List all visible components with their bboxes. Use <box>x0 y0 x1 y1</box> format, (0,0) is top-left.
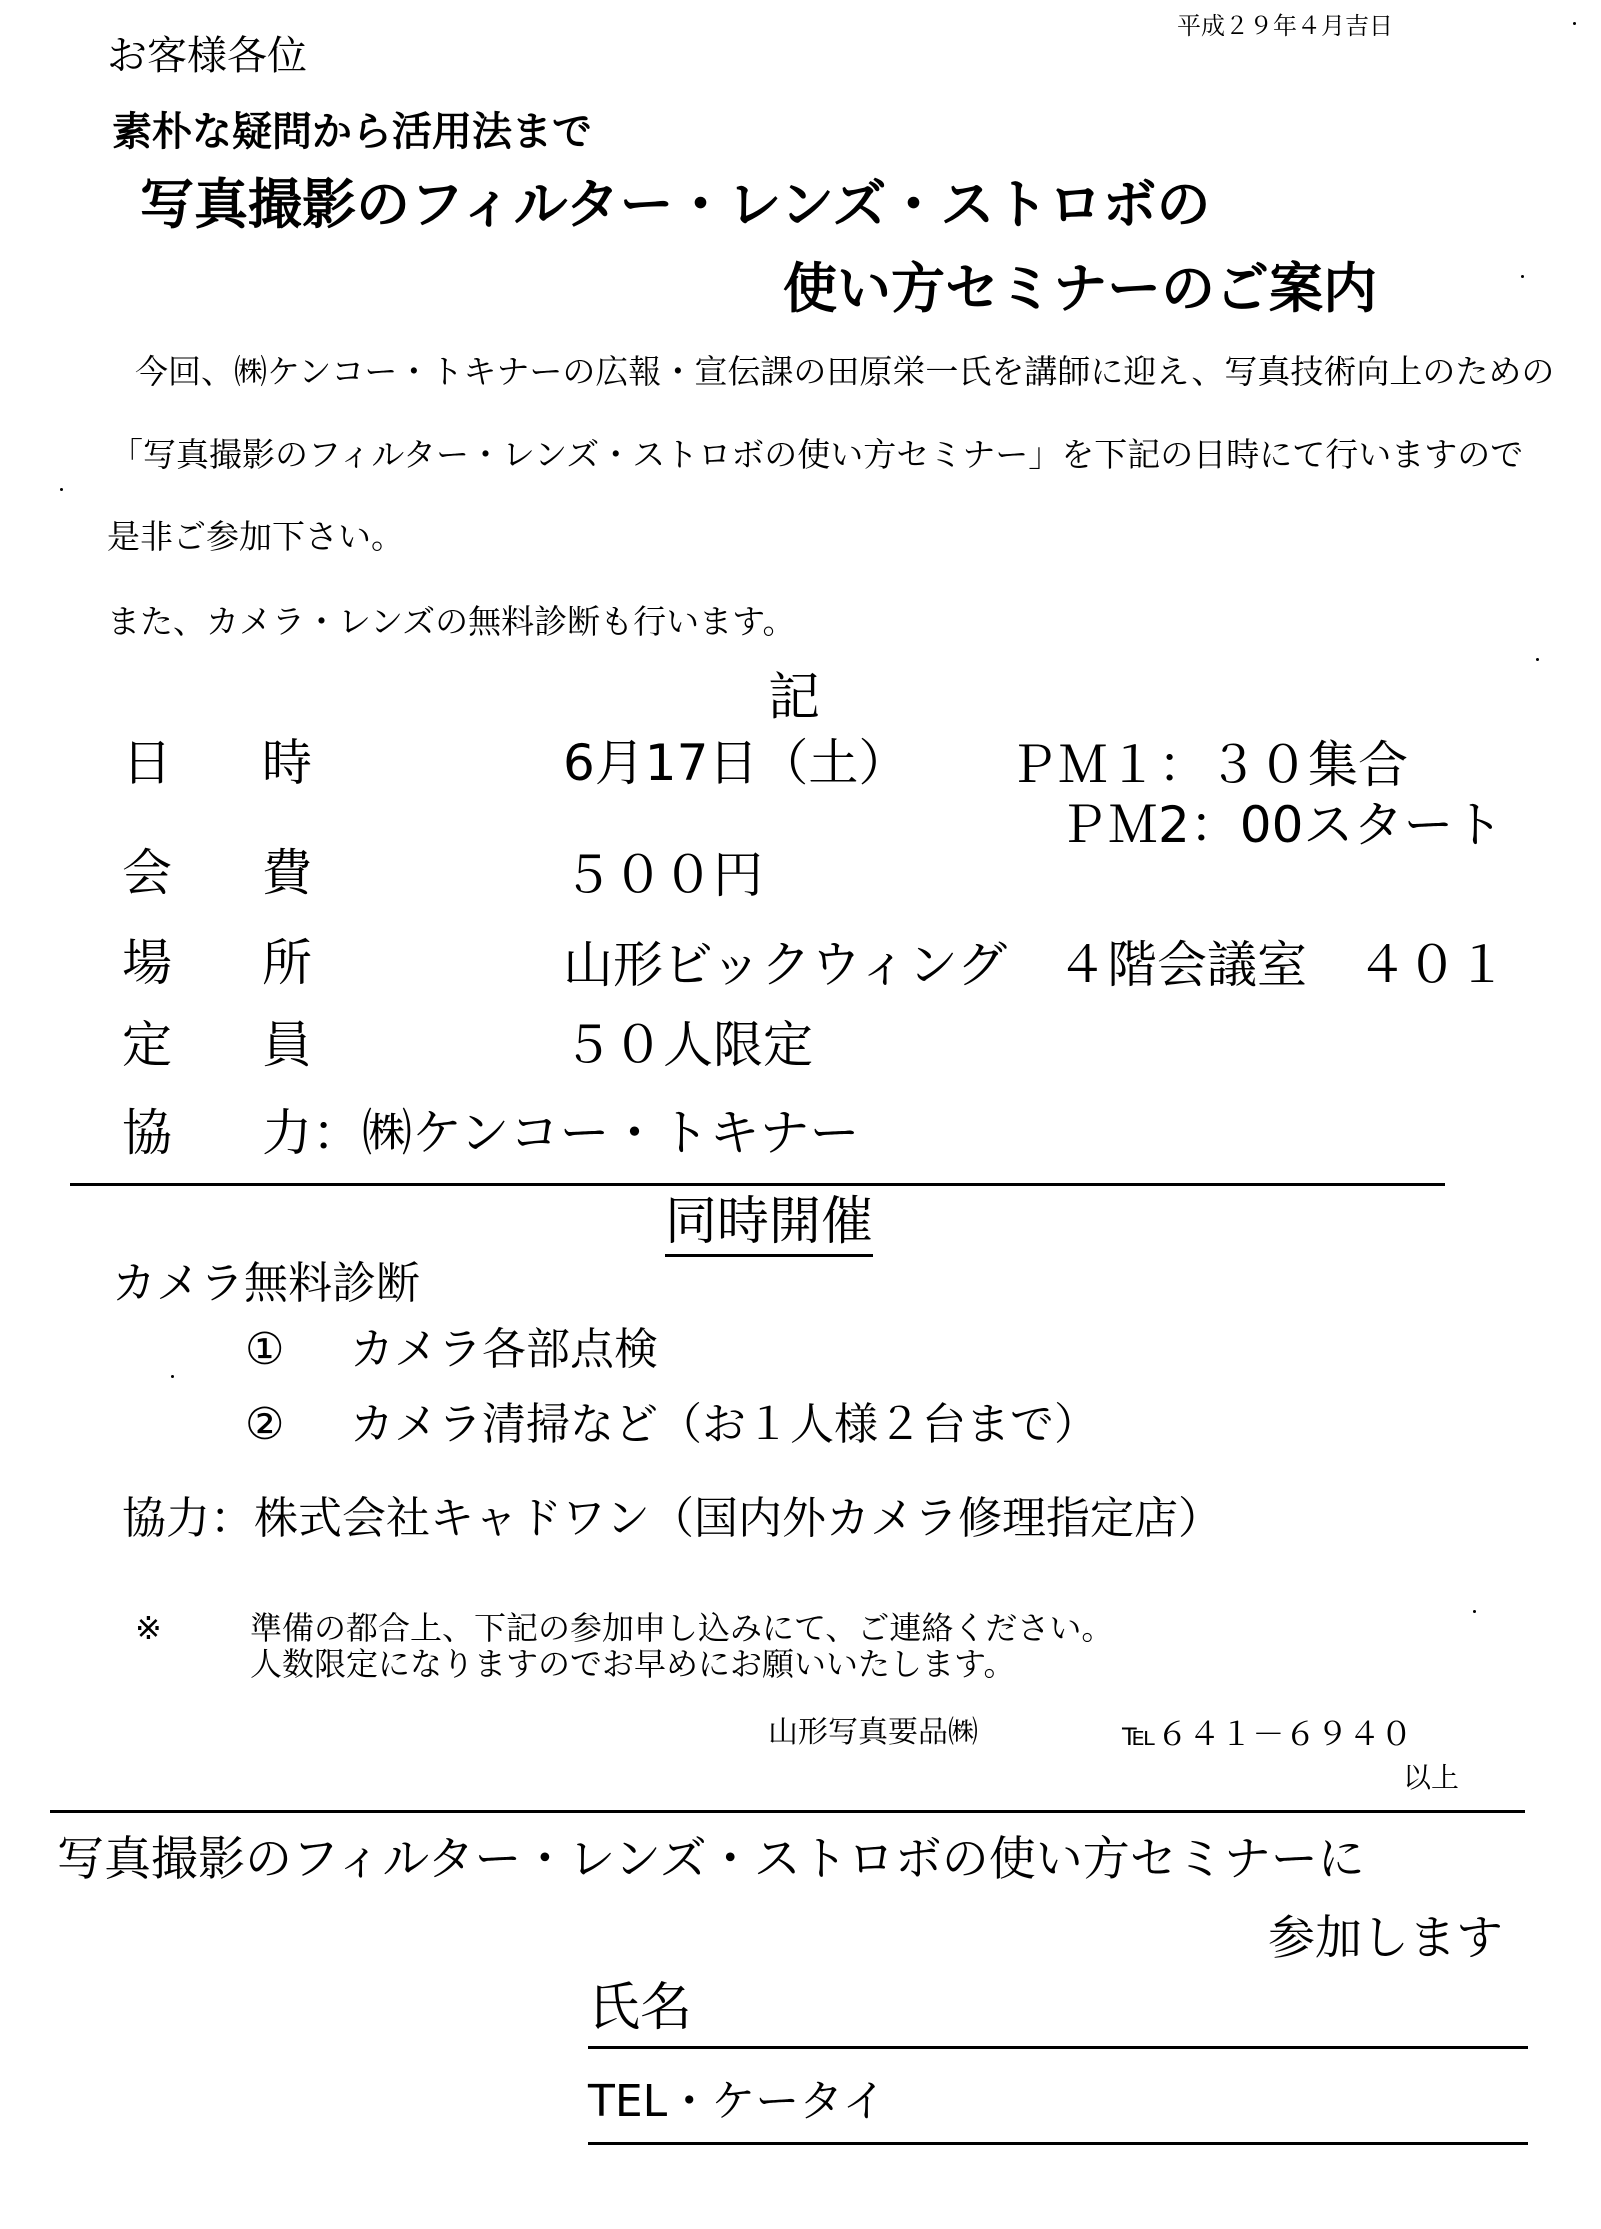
body-paragraph-line-2: 「写真撮影のフィルター・レンズ・ストロボの使い方セミナー」を下記の日時にて行いますので <box>110 435 1524 474</box>
tel-entry-line[interactable] <box>588 2142 1528 2145</box>
subtitle: 素朴な疑問から活用法まで <box>112 109 592 155</box>
name-entry-line[interactable] <box>588 2046 1528 2049</box>
scan-speck <box>1573 22 1576 25</box>
place-label-2: 所 <box>262 934 312 992</box>
fee-label-1: 会 <box>122 844 172 902</box>
capacity-label-2: 員 <box>262 1016 312 1074</box>
fee-label-2: 費 <box>262 844 312 902</box>
contact-tel: ℡６４１－６９４０ <box>1122 1715 1413 1753</box>
start-time: ＰＭ2：00スタート <box>1058 796 1504 854</box>
name-label: 氏名 <box>588 1978 693 2038</box>
scan-speck <box>60 488 63 491</box>
datetime-value: 6月17日（土） <box>563 734 909 792</box>
note-line-1: 準備の都合上、下記の参加申し込みにて、ご連絡ください。 <box>250 1609 1114 1647</box>
concurrent-heading: 同時開催 <box>665 1196 873 1257</box>
body-paragraph-line-1: 今回、㈱ケンコー・トキナーの広報・宣伝課の田原栄一氏を講師に迎え、写真技術向上のための <box>135 352 1555 391</box>
body-paragraph-2: また、カメラ・レンズの無料診断も行います。 <box>107 602 796 641</box>
item-1-text: カメラ各部点検 <box>350 1324 658 1375</box>
scan-speck <box>1536 658 1539 661</box>
body-paragraph-line-3: 是非ご参加下さい。 <box>107 517 404 556</box>
fee-value: ５００円 <box>563 846 763 904</box>
divider-1 <box>70 1183 1445 1186</box>
contact-company: 山形写真要品㈱ <box>768 1715 978 1750</box>
scan-speck <box>1521 275 1524 278</box>
addressee: お客様各位 <box>107 33 307 79</box>
coop-label-2: 力：㈱ケンコー・トキナー <box>262 1104 860 1162</box>
concurrent-coop: 協力：株式会社キャドワン（国内外カメラ修理指定店） <box>122 1493 1222 1544</box>
place-label-1: 場 <box>122 934 172 992</box>
scan-speck <box>1473 1610 1476 1613</box>
place-value: 山形ビックウィング ４階会議室 ４０１ <box>563 936 1507 994</box>
title-line-1: 写真撮影のフィルター・レンズ・ストロボの <box>140 173 1211 236</box>
datetime-label-1: 日 <box>122 734 172 792</box>
item-1-number: ① <box>245 1324 285 1375</box>
datetime-label-2: 時 <box>262 734 312 792</box>
form-line-1: 写真撮影のフィルター・レンズ・ストロボの使い方セミナーに <box>57 1832 1365 1887</box>
coop-label-1: 協 <box>122 1104 172 1162</box>
ki-mark: 記 <box>768 668 821 728</box>
scan-speck <box>171 1375 174 1378</box>
item-2-number: ② <box>245 1399 285 1450</box>
closing-mark: 以上 <box>1403 1761 1460 1794</box>
note-mark: ※ <box>135 1609 162 1647</box>
capacity-label-1: 定 <box>122 1016 172 1074</box>
gather-time: ＰＭ１：３０集合 <box>1008 736 1408 794</box>
capacity-value: ５０人限定 <box>563 1016 813 1074</box>
note-line-2: 人数限定になりますのでお早めにお願いいたします。 <box>250 1645 1016 1683</box>
item-2-text: カメラ清掃など（お１人様２台まで） <box>350 1399 1098 1450</box>
issue-date: 平成２９年４月吉日 <box>1177 12 1393 40</box>
concurrent-title: カメラ無料診断 <box>112 1258 420 1309</box>
title-line-2: 使い方セミナーのご案内 <box>783 257 1377 320</box>
tel-label: TEL・ケータイ <box>588 2076 887 2127</box>
form-line-2: 参加します <box>1268 1911 1503 1966</box>
divider-2 <box>50 1810 1525 1813</box>
